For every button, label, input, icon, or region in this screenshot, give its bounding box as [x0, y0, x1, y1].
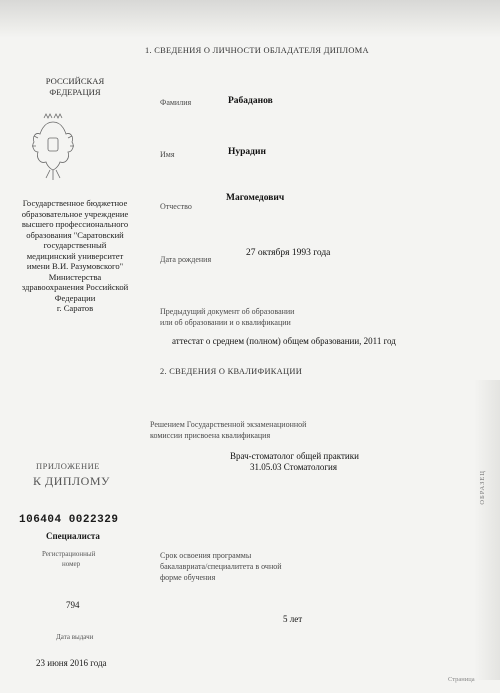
term-label-line2: бакалавриата/специалитета в очной — [160, 562, 282, 571]
dob-label: Дата рождения — [160, 255, 212, 264]
patronymic-value: Магомедович — [226, 193, 285, 203]
country-line1: РОССИЙСКАЯ — [45, 76, 105, 86]
org-line: образовательное учреждение — [21, 208, 129, 219]
country-line2: ФЕДЕРАЦИЯ — [49, 87, 101, 97]
org-line: Государственное бюджетное — [22, 198, 128, 208]
org-line: имени В.И. Разумовского" — [26, 261, 124, 271]
name-label: Имя — [160, 150, 175, 159]
name-value: Нурадин — [228, 147, 266, 157]
issue-date-value: 23 июня 2016 года — [36, 658, 107, 668]
org-line: государственный — [43, 240, 107, 250]
qualification-value-line1: Врач-стоматолог общей практики — [230, 451, 359, 461]
prev-doc-label-line2: или об образовании и о квалификации — [160, 318, 291, 327]
qualification-level: Специалиста — [46, 531, 100, 541]
dob-value: 27 октября 1993 года — [246, 248, 331, 258]
org-line: Федерации — [54, 292, 96, 303]
serial-number: 106404 0022329 — [19, 514, 119, 526]
organisation-block — [10, 198, 140, 314]
org-line: образования "Саратовский — [26, 229, 124, 240]
country-block — [10, 76, 140, 98]
org-line: медицинский университет — [26, 250, 124, 261]
surname-value: Рабаданов — [228, 96, 273, 106]
reg-label-line2: номер — [62, 560, 81, 568]
qualification-value-line2: 31.05.03 Стоматология — [250, 462, 338, 472]
org-line: Министерства — [48, 271, 102, 282]
reg-number: 794 — [66, 600, 80, 610]
reg-label-line1: Регистрационный — [42, 550, 96, 558]
appendix-heading-line2: К ДИПЛОМУ — [33, 474, 110, 488]
org-line: здравоохранения Российской — [21, 282, 129, 292]
decision-label-line1: Решением Государственной экзаменационной — [150, 420, 307, 429]
term-value: 5 лет — [283, 614, 303, 624]
page-label: Страница — [448, 676, 475, 683]
vertical-watermark-text: ОБРАЗЕЦ — [479, 470, 486, 505]
term-label-line3: форме обучения — [160, 573, 216, 582]
coat-of-arms-emblem — [28, 108, 78, 188]
top-scan-shadow — [0, 0, 500, 38]
patronymic-label: Отчество — [160, 202, 192, 211]
right-scan-shadow — [474, 380, 500, 680]
issue-date-label: Дата выдачи — [56, 633, 94, 641]
term-label-line1: Срок освоения программы — [160, 551, 252, 560]
prev-doc-label-line1: Предыдущий документ об образовании — [160, 307, 295, 316]
section-personal-title: 1. СВЕДЕНИЯ О ЛИЧНОСТИ ОБЛАДАТЕЛЯ ДИПЛОМА — [145, 46, 369, 55]
org-line: высшего профессионального — [21, 219, 129, 229]
decision-label-line2: комиссии присвоена квалификация — [150, 431, 271, 440]
org-line: г. Саратов — [56, 303, 94, 313]
surname-label: Фамилия — [160, 98, 192, 107]
appendix-heading-line1: ПРИЛОЖЕНИЕ — [36, 461, 100, 471]
section-qualification-title: 2. СВЕДЕНИЯ О КВАЛИФИКАЦИИ — [160, 367, 303, 376]
prev-doc-value: аттестат о среднем (полном) общем образовании, 2011 год — [172, 336, 396, 346]
